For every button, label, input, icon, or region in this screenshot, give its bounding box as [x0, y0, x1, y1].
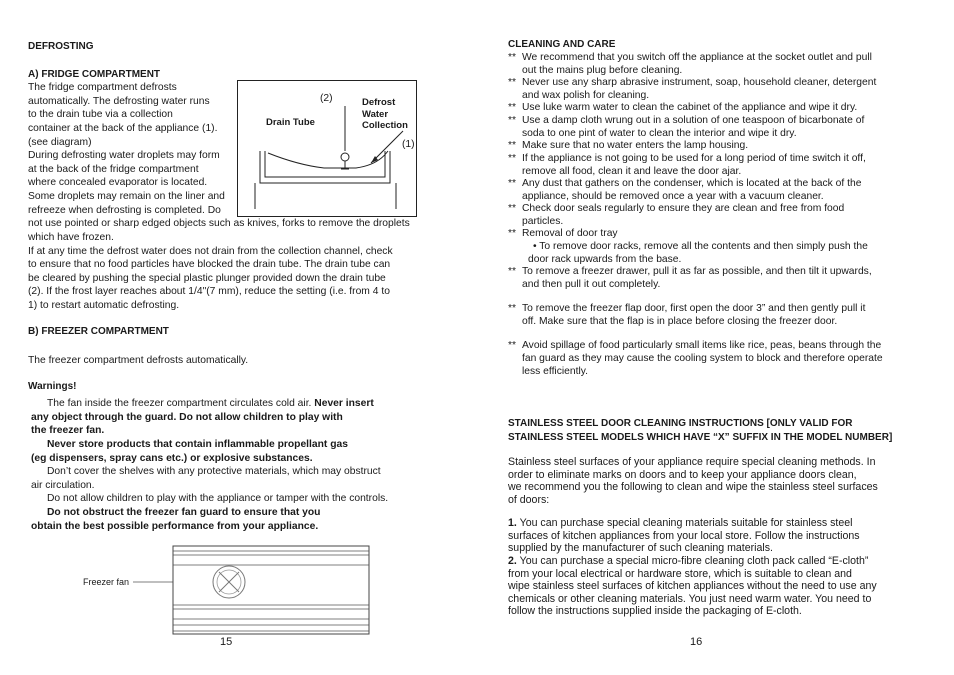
right-page: CLEANING AND CARE ** We recommend that you switch off the appliance at the socket outlet and pull out the mains plug before cleaning. ** Never use any sharp abrasive instrument, soap, household cleaner, detergent and wax polish for cleaning. ** Use luke warm water to clean the cabinet of the appliance and wipe it dry. ** Use a damp cloth wrung out in a solution of one teaspoon of bicarbonate of soda to one pint of water to clean the interior and wipe it dry. ** Make sure that no water enters the lamp housing. ** If the appliance is not going to be used for a long period of time switch it off, remove all food, clean it and leave the door ajar. ** Any dust that gathers on the condenser, which is located at the back of the appliance, should be removed once a year with a vacuum cleaner. ** Check door seals regularly to ensure they are clean and free from food particles. ** Removal of door tray • To remove door racks, remove all the contents and then simply push the door rack upwards from the base. ** To remove a freezer drawer, pull it as far as possible, and then tilt it upwards, and then pull it out completely. ** To remove the freezer flap door, first open the door 3” and then gently pull it off. Make sure that the flap is in place before closing the freezer door. ** Avoid spillage of food particularly small items like rice, peas, beans through the fan guard as they may cause the cooling system to block and therefore operate less efficiently. STAINLESS STEEL DOOR CLEANING INSTRUCTIONS [ONLY VALID FOR STAINLESS STEEL MODELS WHICH HAVE “X” SUFFIX IN THE MODEL NUMBER] Stainless steel surfaces of your appliance require special cleaning methods. In order to eliminate marks on doors and to keep your appliance doors clean, we recommend you the following to clean and wipe the stainless steel surfaces of doors: 1. You can purchase special cleaning materials suitable for stainless steel surfaces of kitchen appliances from your local store. Follow the instructions supplied by the manufacturer of such cleaning materials. 2. You can purchase a special micro-fibre cleaning cloth pack called “E-cloth” from your local electrical or hardware store, which is suitable to clean and wipe stainless steel surfaces of kitchen appliances without the need to use any chemicals or other cleaning materials. You just need warm water. You need to follow the instructions supplied inside the packaging of E-cloth. 16: [508, 39, 893, 648]
warnings-heading: Warnings!: [28, 381, 77, 392]
text-line: to the drain tube via a collection: [28, 109, 173, 120]
warning-2-line1: Never store products that contain inflammable propellant gas: [47, 439, 348, 450]
text-line: If at any time the defrost water does not drain from the collection channel, check: [28, 246, 393, 257]
drain-tube-label: Drain Tube: [266, 117, 315, 128]
freezer-fan-diagram: [133, 545, 373, 637]
text-line: automatically. The defrosting water runs: [28, 96, 210, 107]
text-line: The fridge compartment defrosts: [28, 82, 177, 93]
warning-2-line2: (eg dispensers, spray cans etc.) or explosive substances.: [31, 453, 313, 464]
text-line: Some droplets may remain on the liner and: [28, 191, 225, 202]
text-line: where concealed evaporator is located.: [28, 177, 208, 188]
text-line: be cleared by pushing the special plastic plunger provided down the drain tube: [28, 273, 386, 284]
stainless-heading-line2: STAINLESS STEEL MODELS WHICH HAVE “X” SUFFIX IN THE MODEL NUMBER]: [508, 432, 893, 443]
warning-3-line1: Don’t cover the shelves with any protective materials, which may obstruct: [47, 466, 381, 477]
label-1: (1): [402, 139, 415, 150]
page-number: 15: [220, 636, 233, 648]
freezer-text: The freezer compartment defrosts automatically.: [28, 355, 249, 366]
defrost-water-collection-label: Defrost Water Collection: [362, 97, 408, 131]
stainless-heading-line1: STAINLESS STEEL DOOR CLEANING INSTRUCTIONS [ONLY VALID FOR: [508, 418, 853, 429]
warning-5-line1: Do not obstruct the freezer fan guard to ensure that you: [47, 507, 321, 518]
defrosting-heading: DEFROSTING: [28, 41, 94, 52]
text-line: (2). If the frost layer reaches about 1/4"(7 mm), reduce the setting (i.e. from 4 to: [28, 286, 390, 297]
text-line: container at the back of the appliance (1).: [28, 123, 218, 134]
text-line: to ensure that no food particles have blocked the drain tube. The drain tube can: [28, 259, 391, 270]
text-line: 1) to restart automatic defrosting.: [28, 300, 180, 311]
text-line: not use pointed or sharp edged objects such as knives, forks to remove the droplets: [28, 218, 410, 229]
defrost-diagram: [237, 80, 417, 217]
text-line: refreeze when defrosting is completed. Do: [28, 205, 221, 216]
text-line: During defrosting water droplets may form: [28, 150, 220, 161]
warning-4: Do not allow children to play with the appliance or tamper with the controls.: [47, 493, 389, 504]
warning-1-line2: any object through the guard. Do not allow children to play with: [31, 412, 343, 423]
text-line: which have frozen.: [28, 232, 114, 243]
text-line: at the back of the fridge compartment: [28, 164, 199, 175]
warning-1: The fan inside the freezer compartment circulates cold air. Never insert: [47, 398, 374, 409]
fridge-compartment-heading: A) FRIDGE COMPARTMENT: [28, 69, 161, 80]
text-line: (see diagram): [28, 137, 92, 148]
warning-1-line3: the freezer fan.: [31, 425, 105, 436]
freezer-fan-label: Freezer fan: [83, 577, 130, 587]
freezer-compartment-heading: B) FREEZER COMPARTMENT: [28, 326, 169, 337]
label-2: (2): [320, 93, 333, 104]
warning-5-line2: obtain the best possible performance from your appliance.: [31, 521, 319, 532]
left-page: [28, 0, 420, 675]
page-number: 16: [690, 636, 703, 648]
warning-3-line2: air circulation.: [31, 480, 95, 491]
cleaning-heading: CLEANING AND CARE: [508, 39, 616, 50]
